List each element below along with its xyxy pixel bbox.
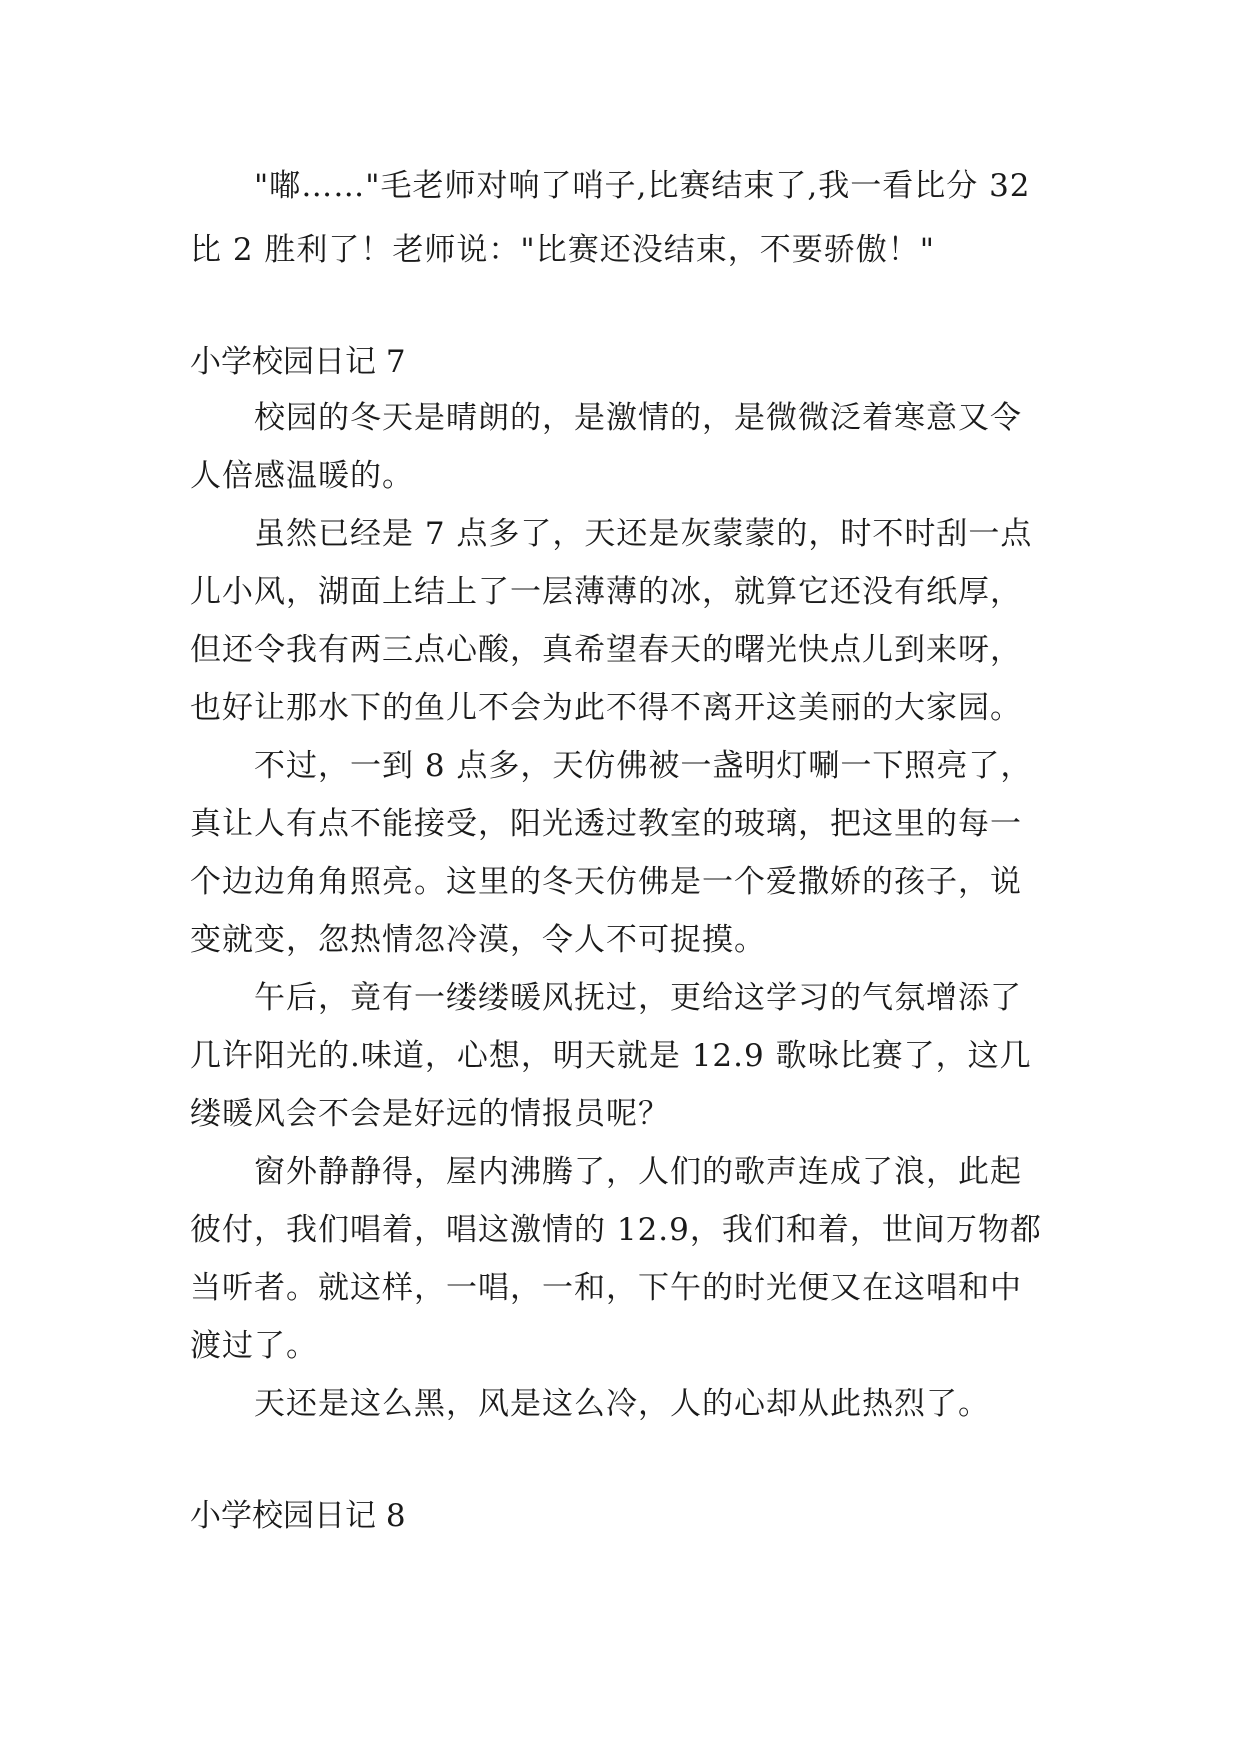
section-heading: 小学校园日记 8 — [190, 1498, 406, 1534]
paragraph-line: 彼付，我们唱着，唱这激情的 12.9，我们和着，世间万物都 — [190, 1212, 1042, 1248]
paragraph-line: 但还令我有两三点心酸，真希望春天的曙光快点儿到来呀， — [190, 632, 1022, 668]
paragraph-line: 缕暖风会不会是好远的情报员呢？ — [190, 1096, 670, 1132]
paragraph-line: 变就变，忽热情忽冷漠，令人不可捉摸。 — [190, 922, 766, 958]
paragraph-line: 渡过了。 — [190, 1328, 318, 1364]
paragraph-line: 比 2 胜利了！老师说："比赛还没结束，不要骄傲！" — [190, 232, 935, 268]
paragraph-line: 儿小风，湖面上结上了一层薄薄的冰，就算它还没有纸厚， — [190, 574, 1022, 610]
section-heading: 小学校园日记 7 — [190, 344, 406, 380]
paragraph-line: 不过，一到 8 点多，天仿佛被一盏明灯唰一下照亮了， — [254, 748, 1033, 784]
paragraph-line: 人倍感温暖的。 — [190, 458, 414, 494]
paragraph-line: 几许阳光的.味道，心想，明天就是 12.9 歌咏比赛了，这几 — [190, 1038, 1032, 1074]
paragraph-line: 个边边角角照亮。这里的冬天仿佛是一个爱撒娇的孩子，说 — [190, 864, 1022, 900]
paragraph-line: 当听者。就这样，一唱，一和，下午的时光便又在这唱和中 — [190, 1270, 1022, 1306]
paragraph-line: 虽然已经是 7 点多了，天还是灰蒙蒙的，时不时刮一点 — [254, 516, 1033, 552]
paragraph-line: 真让人有点不能接受，阳光透过教室的玻璃，把这里的每一 — [190, 806, 1022, 842]
paragraph-line: 也好让那水下的鱼儿不会为此不得不离开这美丽的大家园。 — [190, 690, 1022, 726]
paragraph-line: 校园的冬天是晴朗的，是激情的，是微微泛着寒意又令 — [254, 400, 1022, 436]
paragraph-line: 天还是这么黑，风是这么冷，人的心却从此热烈了。 — [254, 1386, 990, 1422]
paragraph-line: "嘟……"毛老师对响了哨子,比赛结束了,我一看比分 32 — [254, 168, 1031, 204]
paragraph-line: 午后，竟有一缕缕暖风抚过，更给这学习的气氛增添了 — [254, 980, 1022, 1016]
paragraph-line: 窗外静静得，屋内沸腾了，人们的歌声连成了浪，此起 — [254, 1154, 1022, 1190]
